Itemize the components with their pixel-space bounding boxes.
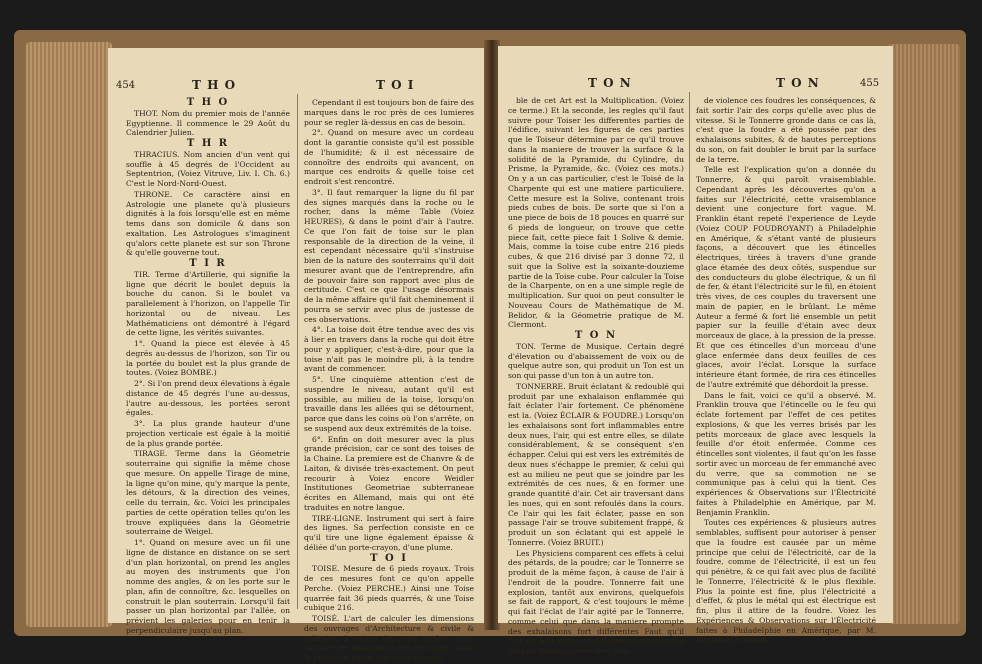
section-heading: T O I	[370, 552, 408, 564]
dictionary-entry: TOISÉ. L'art de calculer les dimensions des ouvrages d'Architecture & civile & militaire, à raison de toute espèce, pour calculer les dimensions des ouvrages. Ainsi la premiere partie des ces ouvrages.	[304, 614, 474, 662]
dictionary-entry: TOISE. Mesure de 6 pieds royaux. Trois de ces mesures font ce qu'on appelle Perche. (Voiez PERCHE.) Ainsi une Toise quarrée fait 36 pieds quarrés, & une Toise cubique 216.	[304, 564, 474, 613]
text-column-1	[508, 96, 684, 657]
dictionary-entry: THOT. Nom du premier mois de l'année Egyptienne. Il commence le 29 Août du Calendrier Julien.	[126, 108, 290, 138]
left-page	[108, 48, 486, 662]
dictionary-entry: 5°. Une cinquième attention c'est de suspendre le niveau, autant qu'il est possible, au milieu de la toise, lorsqu'on travaille dans les allées qui se détournent, parce que dans les coins où l'on s'arrête, on se suspend aux deux extrémités de la toise.	[304, 375, 474, 433]
dictionary-entry: 3°. La plus grande hauteur d'une projection verticale est égale à la moitié de la plus grande portée.	[126, 419, 290, 448]
text-column-2	[696, 96, 876, 646]
dictionary-entry: TIRAGE. Terme dans la Géometrie souterraine qui signifie la même chose que mesure. On appelle Tirage de mine, la ligne qu'on mine, qu'y marque la pente, les détours, & la direction des veines, celle du terrain, &c. Voici les principales parties de cette opération telles qu'on les trouve expliquées dans la Géometrie souterraine de Weigel.	[126, 449, 290, 537]
page-number: 454	[116, 80, 136, 91]
dictionary-entry: 2°. Si l'on prend deux élevations à égale distance de 45 degrés l'une au-dessus, l'autre au-dessous, les portées seront égales.	[126, 379, 290, 418]
running-header-left: T H O	[192, 78, 237, 92]
dictionary-entry: ble de cet Art est la Multiplication. (Voiez ce terme.) Et la seconde, les regles qu'il faut suivre pour Toiser les differentes parties de l'édifice, suivant les figures de ces parties que le Toiseur détermine par ce qu'il trouve dans la maniere de trouver la surface & la solidité de la Pyramide, du Cylindre, du Prisme, la Pyramide, &c. (Voiez ces mots.) On y a un cas particulier, c'est le Toisé de la Charpente qui est une matiere particuliere. Cette mesure est la Solive, contenant trois pieds cubes de bois. De sorte que si l'on a une piece de bois de 18 pouces en quarré sur 6 pieds de longueur, on trouve que cette piece fait, cette piece fait 1 Solive & demie. Mais, comme la toise cube entre 216 pieds cubes, & que 216 divisé par 3 donne 72, il suit que la Solive est la soixante-douzieme partie de la Toise cube. Pour calculer la Toise de la Charpente, on en a une simple regle de multiplication. Sur quoi on peut consulter le Nouveau Cours de Mathématique de M. Belidor, & la Géometrie pratique de M. Clermont.	[508, 96, 684, 330]
text-column-1	[126, 98, 290, 637]
dictionary-entry: Toutes ces expériences & plusieurs autres semblables, suffisent pour autoriser à penser que la foudre est causée par un même principe que celui de l'électricité, car de la foudre, comme de l'électricité, il est un feu qui pénètre, & ce qui fait avec plus de facilité le Tonnerre, l'électricité & le plus flexible. Plus la pointe est fine, plus l'électricité a d'effet, & plus le métal qui est électrique est fin, plus il attire de la foudre. Voiez les Expériences & Observations sur l'Électricité faites à Philadelphie en Amérique, par M. Benjamin Franklin.	[696, 518, 876, 645]
dictionary-entry: Les Physiciens comparent ces effets à celui des pétards, de la poudre; car le Tonnerre se produit de la même façon, à cause de l'air à l'endroit de la poudre. Tonnerre fait une explosion, tantôt aux environs, quelquefois se fait de rapport, & c'est toujours le même qui fait l'éclat de l'air agité par le Tonnerre, comme celui que dans la maniere prompte des exhalaisons fort différentes Faut qu'il l'air en agit avec ces différentes exhalaisons plus ou moins agitées avec plus	[508, 548, 684, 655]
dictionary-entry: THRONE. Ce caractère ainsi en Astrologie une planete qu'à plusieurs dignités à la fois lorsqu'elle est en même tems dans son domicile & dans son exaltation. Les Astrologues s'imaginent qu'alors cette planete est sur son Throne & qu'elle gouverne tout.	[126, 189, 290, 258]
section-heading: T H R	[186, 138, 230, 149]
section-heading: T H O	[186, 97, 230, 108]
running-header-right: T O N	[776, 76, 820, 90]
dictionary-entry: Dans le fait, voici ce qu'il a observé. M. Franklin trouva que l'étincelle ou le feu qui éclate fortement par l'effet de ces petites explosions, & que les verres brisés par les petits morceaux de glace avec lesquels la feuille d'or étoit enfermée. Comme ces étincelles sont violentes, il faut qu'on les fasse sortir avec un morceau de fer emmanché avec du verre, que sa commotion ne se communique pas à celui qui la tient. Ces expériences & Observations sur l'Électricité faites à Philadelphie en Amérique, par M. Benjamin Franklin.	[696, 390, 876, 517]
page-edges-left	[26, 42, 112, 627]
column-divider	[689, 92, 690, 607]
dictionary-entry: 2°. Quand on mesure avec un cordeau dont la garantie consiste qu'il est possible de l'humidité; & il est nécessaire de connoître des endroits qui avancent, on marque ces endroits & quelle toise cet endroit s'est rencontré.	[304, 128, 474, 186]
page-edges-right	[888, 44, 960, 624]
column-divider	[297, 94, 298, 609]
dictionary-entry: 1°. Quand la piece est élevée à 45 degrés au-dessus de l'horizon, son Tir ou la portée du boulet est la plus grande de toutes. (Voiez BOMBE.)	[126, 339, 290, 378]
dictionary-entry: 4°. La toise doit être tendue avec des vis à lier en travers dans la roche qui doit être pour y appliquer, c'est-à-dire, pour que la toise n'ait pas le moindre pli, à la tendre avant de commencer.	[304, 325, 474, 374]
running-header-right: T O I	[376, 78, 415, 92]
dictionary-entry: Cependant il est toujours bon de faire des marques dans le roc près de ces lumieres pour se regler là-dessus en cas de besoin.	[304, 98, 474, 127]
dictionary-entry: 1°. Quand on mesure avec un fil une ligne de distance en distance on se sert d'un plan horizontal, on prend les angles au moyen des instruments que l'on nomme des angles, & on les porte sur le plan, afin de connoître, &c. lesquelles on construit le plan souterrain. Lorsqu'il fait passer un plan horizontal par l'allée, on prévient les galeries pour en tenir la perpendiculaire jusqu'au plan.	[126, 538, 290, 635]
dictionary-entry: de violence ces foudres les conséquences, & fait sortir l'air des corps qu'elle avec plus de vitesse. Si le Tonnerre gronde dans ce cas là, c'est que la foudre a été poussée par des exhalaisons subites, & de hautes perceptions du son, on fait doubler le bruit par la surface de la terre.	[696, 96, 876, 164]
dictionary-entry: Telle est l'explication qu'on a donnée du Tonnerre, & qui paroît vraisemblable. Cependant après les découvertes qu'on a faites sur l'électricité, cette vraisemblance devient une conjecture fort vague. M. Franklin étant repeté l'experience de Leyde (Voiez COUP FOUDROYANT) à Philadelphie en Amérique, & s'étant vanté de plusieurs façons, a découvert que les étincelles électriques, tirées à travers d'une grande glace étamée des deux côtés, suspendue sur des conducteurs du globe électrique, & un fil de fer, & étant l'électricité sur le fil, en étoient très vives, de ces couples du traversent une main de papier, en le brûlant. Le même Auteur a fermé & fort lié ensemble un petit papier sur la feuille d'étain avec deux morceaux de glace, à la pression de la presse. Et que ces étincelles d'un morceau d'une glace enfermée dans deux feuilles de ces glaces, avoir l'éclat. Lorsque la surface intérieure étant formée, de rira ces étincelles de l'autre extrémité que débordoit la presse.	[696, 165, 876, 389]
dictionary-entry: TON. Terme de Musique. Certain degré d'élevation ou d'abaissement de voix ou de quelque autre son, qui produit un Ton est un son qui passe d'un ton à un autre ton.	[508, 341, 684, 380]
page-number: 455	[860, 78, 880, 89]
running-header-left: T O N	[588, 76, 632, 90]
dictionary-entry: 3°. Il faut remarquer la ligne du fil par des signes marqués dans la roche ou le rocher, dans la même Table (Voiez HEURES), & dans le point d'air à l'autre. Ce que l'on fait de toise sur le plan responsable de la direction de la veine, il est cependant nécessaire qu'il s'instruise bien de la nature des souterrains qu'il doit mesurer avant que de l'entreprendre, afin de pouvoir faire son rapport avec plus de certitude. C'est ce que l'usage désormais de la même affaire qu'il fait cheminement il pourra se servir avec plus de justesse de ces observations.	[304, 187, 474, 324]
dictionary-entry: 6°. Enfin on doit mesurer avec la plus grande précision, car ce sont des toises de la Chaine. La premiere est de Chanvre & de Laiton, & divisée très-exactement. On peut recourir à Voiez encore Weidler Institutiones Geometriae subterraneae écrites en Allemand, mais qui ont été traduites en notre langue.	[304, 434, 474, 512]
dictionary-entry: TIRE-LIGNE. Instrument qui sert à faire des lignes. Sa perfection consiste en ce qu'il tire une ligne également épaisse & déliée d'un porte-crayon, d'une plume.	[304, 513, 474, 552]
dictionary-entry: TONNERRE. Bruit éclatant & redoublé qui produit par une exhalaison enflammée qui fait éclater l'air fortement. Ce phénomène est la. (Voiez ÉCLAIR & FOUDRE.) Lorsqu'on les exhalaisons sont fort inflammables entre deux nues, l'air, qui est entre elles, se dilate considérablement, & se conséquent s'en échapper. Celui qui est vers les extrémités de deux nues s'échappe le premier, & celui qui est au milieu ne peut que se joindre par les extrémités de ces nues, & en former une grande quantité d'air. Cet air traversant dans les nues, qui en sont refoulés dans la cours. Ce l'air qui les fait éclater, passe en son passage l'air se trouve subitement frappé, & produit un son éclatant qui est appelé le Tonnerre. (Voiez BRUIT.)	[508, 381, 684, 547]
section-heading: T O N	[574, 330, 618, 341]
text-column-2	[304, 98, 474, 664]
dictionary-entry: THRACIUS. Nom ancien d'un vent qui souffle à 45 degrés de l'Occident au Septentrion, (Voiez Vitruve, Liv. I. Ch. 6.) C'est le Nord-Nord-Ouest.	[126, 149, 290, 188]
section-heading: T I R	[189, 258, 227, 269]
right-page	[498, 46, 893, 655]
dictionary-entry: TIR. Terme d'Artillerie, qui signifie la ligne que décrit le boulet depuis la bouche du canon. Si le boulet va parallelement à l'horizon, on l'appelle Tir horizontal ou de niveau. Les Mathématiciens ont démontré à l'égard de cette ligne, les vérités suivantes.	[126, 269, 290, 338]
